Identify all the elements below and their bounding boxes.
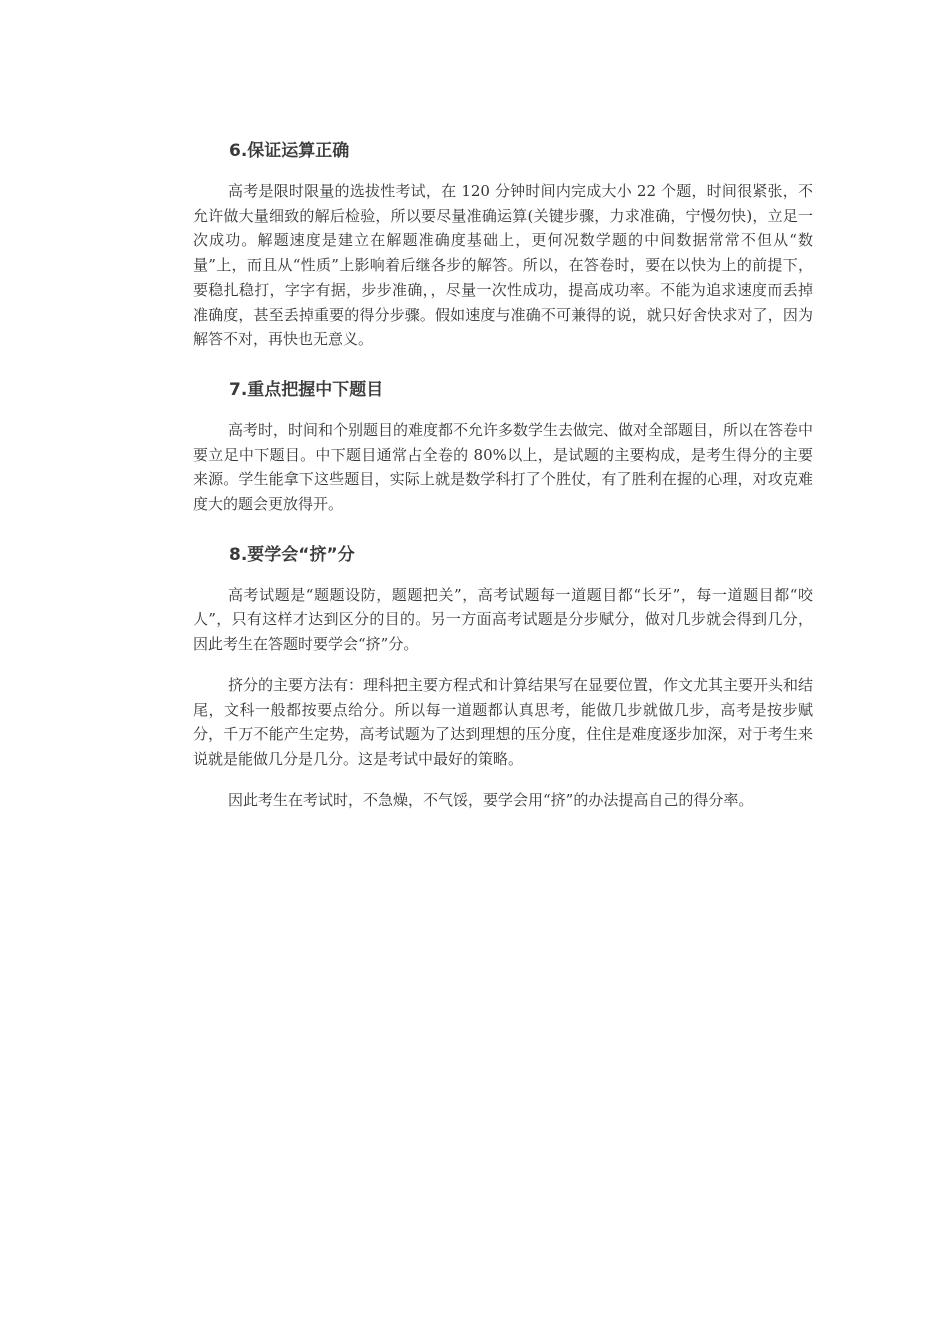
section-8: [193, 541, 813, 813]
section-heading: 8.要学会“挤”分: [229, 544, 355, 565]
section-heading: 7.重点把握中下题目: [229, 379, 384, 400]
paragraph: 高考是限时限量的选拔性考试，在 120 分钟时间内完成大小 22 个题，时间很紧张，不允许做大量细致的解后检验，所以要尽量准确运算(关键步骤，力求准确，宁慢勿快)，立足一次成功。解题速度是建立在解题准确度基础上，更何况数学题的中间数据常常不但从“数量”上，而且从“性质”上影响着后继各步的解答。所以，在答卷时，要在以快为上的前提下，要稳扎稳打，字字有据，步步准确，，尽量一次性成功，提高成功率。不能为追求速度而丢掉准确度，甚至丢掉重要的得分步骤。假如速度与准确不可兼得的说，就只好舍快求对了，因为解答不对，再快也无意义。: [193, 182, 813, 349]
document-body: [193, 137, 813, 828]
section-6: [193, 137, 813, 352]
paragraph: 高考时，时间和个别题目的难度都不允许多数学生去做完、做对全部题目，所以在答卷中要立足中下题目。中下题目通常占全卷的 80%以上，是试题的主要构成，是考生得分的主要来源。学生能拿下这些题目，实际上就是数学科打了个胜仗，有了胜利在握的心理，对攻克难度大的题会更放得开。: [193, 420, 814, 514]
paragraph: 因此考生在考试时，不急燥，不气馁，要学会用“挤”的办法提高自己的得分率。: [228, 790, 754, 809]
section-heading: 6.保证运算正确: [229, 141, 350, 161]
section-7: [193, 376, 813, 517]
paragraph: 高考试题是“题题设防，题题把关”，高考试题每一道题目都“长牙”，每一道题目都“咬人”，只有这样才达到区分的目的。另一方面高考试题是分步赋分，做对几步就会得到几分，因此考生在答题时要学会“挤”分。: [193, 585, 813, 654]
paragraph: 挤分的主要方法有：理科把主要方程式和计算结果写在显要位置，作文尤其主要开头和结尾，文科一般都按要点给分。所以每一道题都认真思考，能做几步就做几步，高考是按步赋分，千万不能产生定势，高考试题为了达到理想的压分度，住住是难度逐步加深，对于考生来说就是能做几分是几分。这是考试中最好的策略。: [193, 675, 814, 768]
